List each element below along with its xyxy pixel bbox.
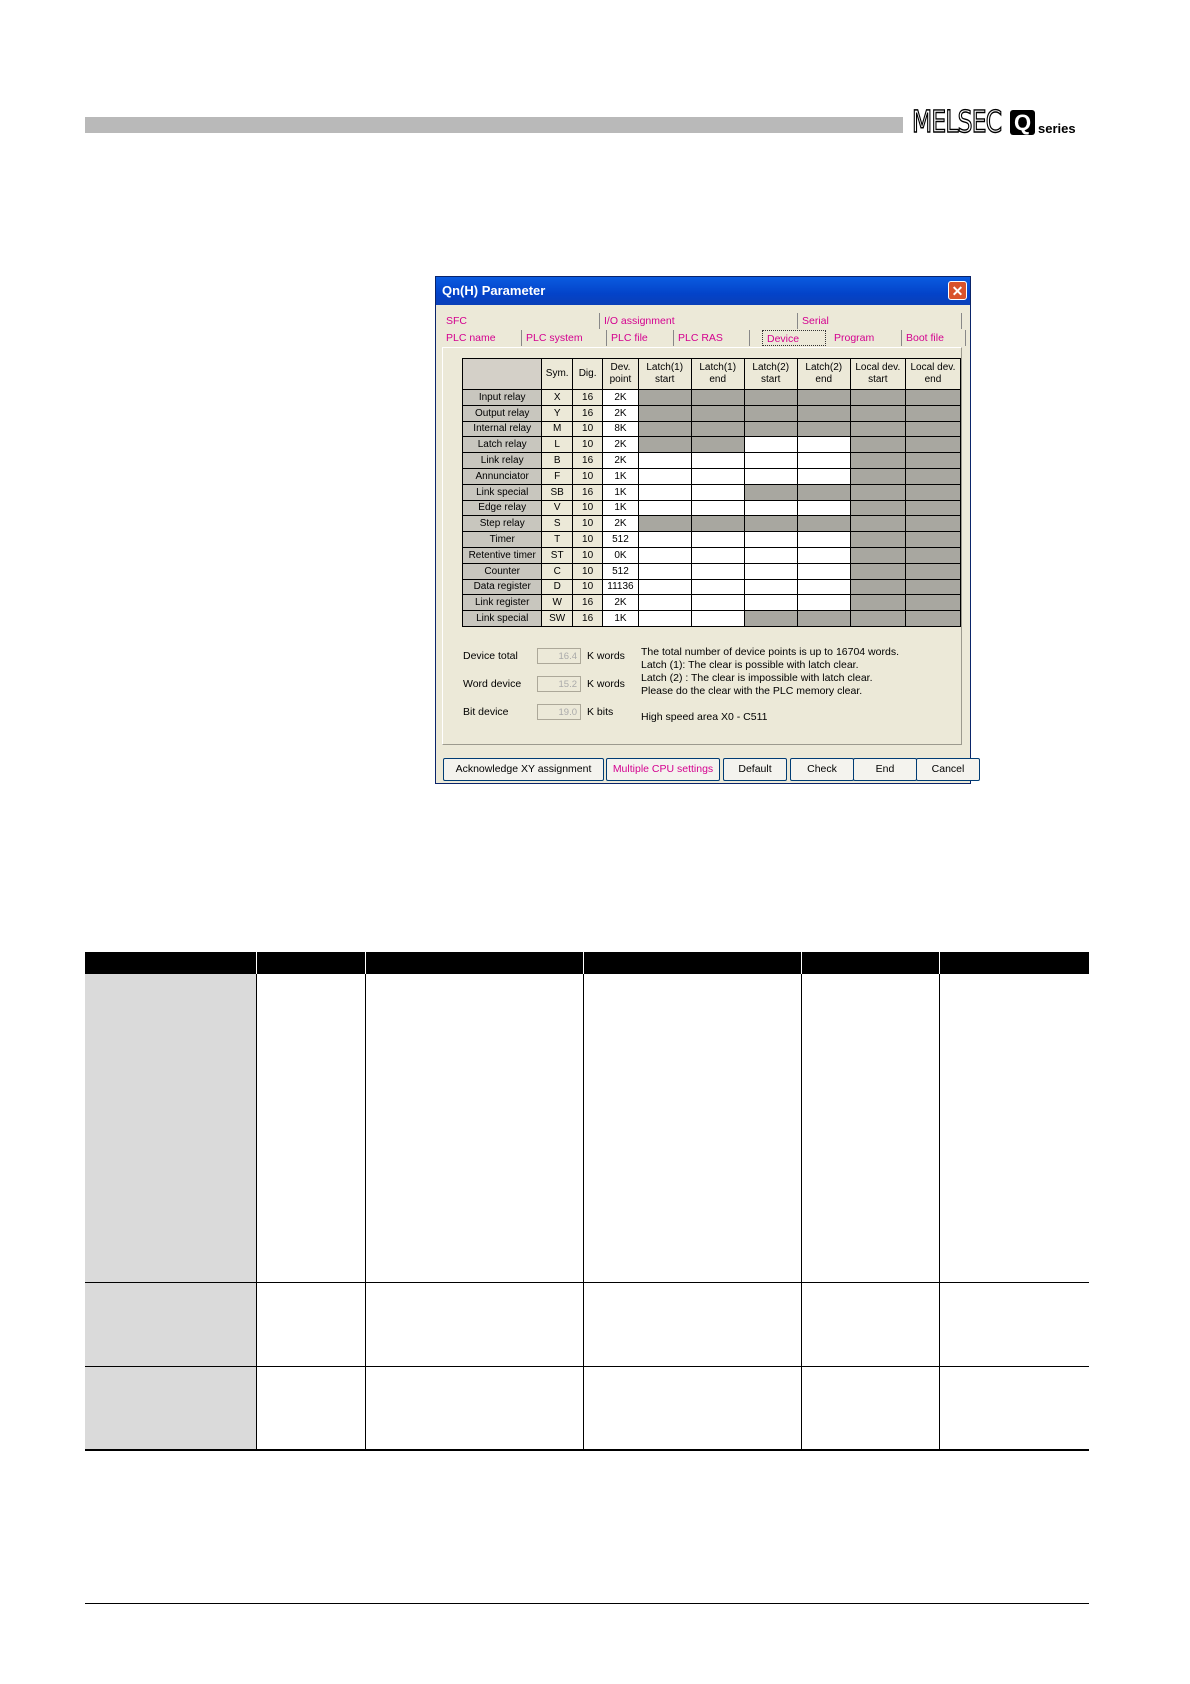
editable-cell[interactable] [744,547,797,563]
editable-cell[interactable] [691,484,744,500]
editable-cell[interactable] [691,579,744,595]
table-row [463,579,961,595]
disabled-cell [850,437,905,453]
disabled-cell [638,390,691,406]
device-name-cell: Output relay [463,405,542,421]
disabled-cell [850,421,905,437]
editable-cell[interactable] [744,500,797,516]
device-point-cell[interactable]: 2K [603,516,638,532]
disabled-cell [850,500,905,516]
device-name-cell: Latch relay [463,437,542,453]
table-row-1-header-cell [85,974,256,1282]
tab-plc-name[interactable]: PLC name [442,330,522,346]
column-header: Dig. [572,359,602,390]
device-name-cell: Edge relay [463,500,542,516]
table-row-3-header-cell [85,1367,256,1449]
symbol-cell: SB [542,484,573,500]
disabled-cell [691,516,744,532]
digit-cell: 10 [572,468,602,484]
disabled-cell [905,468,960,484]
disabled-cell [905,595,960,611]
editable-cell[interactable] [744,532,797,548]
digit-cell: 10 [572,437,602,453]
acknowledge-xy-assignment-button[interactable]: Acknowledge XY assignment [443,758,604,781]
symbol-cell: Y [542,405,573,421]
editable-cell[interactable] [797,532,850,548]
column-header: Latch(2) start [744,359,797,390]
disabled-cell [850,453,905,469]
editable-cell[interactable] [797,579,850,595]
header-bar [85,117,903,133]
table-header-bar [85,952,1089,974]
stat-unit: K bits [587,706,614,718]
stat-label: Word device [463,678,522,690]
device-point-cell[interactable]: 512 [603,563,638,579]
disabled-cell [850,390,905,406]
digit-cell: 16 [572,390,602,406]
cancel-button[interactable]: Cancel [916,758,980,781]
disabled-cell [638,437,691,453]
stat-value-field: 15.2 [537,676,581,692]
device-panel [442,347,962,745]
editable-cell[interactable] [744,453,797,469]
column-header: Dev. point [603,359,638,390]
symbol-cell: SW [542,611,573,627]
column-header: Latch(2) end [797,359,850,390]
editable-cell[interactable] [797,453,850,469]
digit-cell: 10 [572,500,602,516]
editable-cell[interactable] [638,595,691,611]
device-point-cell[interactable]: 1K [603,500,638,516]
table-row [463,563,961,579]
disabled-cell [905,532,960,548]
digit-cell: 16 [572,595,602,611]
device-name-cell: Internal relay [463,421,542,437]
disabled-cell [850,532,905,548]
device-name-cell: Input relay [463,390,542,406]
symbol-cell: F [542,468,573,484]
disabled-cell [744,484,797,500]
editable-cell[interactable] [638,611,691,627]
tab-i-o-assignment[interactable]: I/O assignment [600,313,798,329]
digit-cell: 10 [572,579,602,595]
device-point-cell[interactable]: 1K [603,484,638,500]
symbol-cell: V [542,500,573,516]
column-header: Sym. [542,359,573,390]
disabled-cell [744,390,797,406]
table-row [463,468,961,484]
table-corner-cell [463,359,542,390]
editable-cell[interactable] [797,500,850,516]
dialog-titlebar [436,277,970,305]
tab-plc-system[interactable]: PLC system [522,330,607,346]
tab-plc-file[interactable]: PLC file [607,330,674,346]
editable-cell[interactable] [797,595,850,611]
disabled-cell [905,579,960,595]
disabled-cell [797,484,850,500]
device-point-cell[interactable]: 11136 [603,579,638,595]
device-name-cell: Link special [463,611,542,627]
tab-device[interactable]: Device [762,330,826,346]
logo-series-text: series [1038,121,1076,136]
editable-cell[interactable] [744,595,797,611]
symbol-cell: ST [542,547,573,563]
disabled-cell [691,390,744,406]
table-row [463,516,961,532]
disabled-cell [905,500,960,516]
disabled-cell [850,547,905,563]
disabled-cell [850,516,905,532]
digit-cell: 16 [572,405,602,421]
disabled-cell [850,563,905,579]
tab-strip [442,313,962,347]
editable-cell[interactable] [744,563,797,579]
disabled-cell [905,516,960,532]
device-notes [641,646,899,724]
editable-cell[interactable] [797,547,850,563]
editable-cell[interactable] [691,532,744,548]
digit-cell: 10 [572,516,602,532]
device-point-cell[interactable]: 2K [603,595,638,611]
note-line: The total number of device points is up to 16704 words. [641,646,899,658]
disabled-cell [744,611,797,627]
tab-sfc[interactable]: SFC [442,313,600,329]
editable-cell[interactable] [638,579,691,595]
digit-cell: 16 [572,611,602,627]
digit-cell: 16 [572,484,602,500]
disabled-cell [797,611,850,627]
column-header: Latch(1) start [638,359,691,390]
disabled-cell [797,516,850,532]
table-row [463,500,961,516]
stat-unit: K words [587,650,625,662]
device-name-cell: Link register [463,595,542,611]
disabled-cell [691,421,744,437]
disabled-cell [744,516,797,532]
tab-row-2 [442,330,962,347]
column-header: Latch(1) end [691,359,744,390]
editable-cell[interactable] [691,500,744,516]
symbol-cell: C [542,563,573,579]
tab-row-1 [442,313,962,330]
editable-cell[interactable] [691,547,744,563]
dialog-title: Qn(H) Parameter [442,283,546,298]
disabled-cell [797,405,850,421]
table-row [463,390,961,406]
editable-cell[interactable] [638,532,691,548]
table-row [463,547,961,563]
disabled-cell [638,516,691,532]
symbol-cell: X [542,390,573,406]
editable-cell[interactable] [744,468,797,484]
device-point-cell[interactable]: 0K [603,547,638,563]
stat-unit: K words [587,678,625,690]
tab-boot-file[interactable]: Boot file [902,330,966,346]
editable-cell[interactable] [638,484,691,500]
digit-cell: 10 [572,532,602,548]
editable-cell[interactable] [638,547,691,563]
device-point-cell[interactable]: 1K [603,611,638,627]
disabled-cell [797,421,850,437]
symbol-cell: M [542,421,573,437]
table-row [463,484,961,500]
table-row [463,453,961,469]
stat-value-field: 19.0 [537,704,581,720]
disabled-cell [850,595,905,611]
footer-line [85,1603,1089,1604]
tab-serial[interactable]: Serial [798,313,962,329]
logo-q-badge: Q [1010,110,1035,135]
disabled-cell [905,547,960,563]
table-row [463,405,961,421]
high-speed-note: High speed area X0 - C511 [641,711,768,723]
disabled-cell [905,563,960,579]
table-row [463,611,961,627]
disabled-cell [850,484,905,500]
end-button[interactable]: End [853,758,917,781]
symbol-cell: B [542,453,573,469]
symbol-cell: T [542,532,573,548]
disabled-cell [850,611,905,627]
disabled-cell [638,405,691,421]
editable-cell[interactable] [638,453,691,469]
device-name-cell: Retentive timer [463,547,542,563]
table-row [463,421,961,437]
symbol-cell: W [542,595,573,611]
digit-cell: 16 [572,453,602,469]
disabled-cell [905,453,960,469]
disabled-cell [691,405,744,421]
disabled-cell [850,468,905,484]
editable-cell[interactable] [638,468,691,484]
multiple-cpu-settings-button[interactable]: Multiple CPU settings [606,758,720,781]
stat-value-field: 16.4 [537,648,581,664]
symbol-cell: L [542,437,573,453]
disabled-cell [905,437,960,453]
editable-cell[interactable] [691,453,744,469]
tab-program[interactable]: Program [830,330,902,346]
editable-cell[interactable] [691,468,744,484]
device-point-cell[interactable]: 1K [603,468,638,484]
column-header: Local dev. start [850,359,905,390]
check-button[interactable]: Check [790,758,854,781]
device-point-cell[interactable]: 2K [603,453,638,469]
disabled-cell [905,390,960,406]
device-name-cell: Data register [463,579,542,595]
editable-cell[interactable] [797,468,850,484]
disabled-cell [638,421,691,437]
tab-plc-ras[interactable]: PLC RAS [674,330,750,346]
disabled-cell [744,405,797,421]
logo-melsec-text: MELSEC [912,105,1002,140]
digit-cell: 10 [572,563,602,579]
disabled-cell [850,405,905,421]
editable-cell[interactable] [691,595,744,611]
digit-cell: 10 [572,547,602,563]
device-name-cell: Step relay [463,516,542,532]
table-row [463,595,961,611]
editable-cell[interactable] [691,563,744,579]
qn-parameter-dialog [435,276,971,784]
device-name-cell: Annunciator [463,468,542,484]
device-point-cell[interactable]: 2K [603,390,638,406]
disabled-cell [905,611,960,627]
device-point-cell[interactable]: 2K [603,405,638,421]
disabled-cell [744,421,797,437]
device-point-cell[interactable]: 8K [603,421,638,437]
symbol-cell: S [542,516,573,532]
default-button[interactable]: Default [723,758,787,781]
editable-cell[interactable] [638,563,691,579]
device-name-cell: Counter [463,563,542,579]
device-point-cell[interactable]: 2K [603,437,638,453]
table-row-2-header-cell [85,1283,256,1366]
disabled-cell [905,484,960,500]
disabled-cell [691,437,744,453]
device-name-cell: Link relay [463,453,542,469]
stat-label: Bit device [463,706,509,718]
close-icon[interactable]: ✕ [948,281,967,300]
digit-cell: 10 [572,421,602,437]
editable-cell[interactable] [744,437,797,453]
column-header: Local dev. end [905,359,960,390]
table-row [463,532,961,548]
disabled-cell [905,405,960,421]
table-row [463,437,961,453]
disabled-cell [850,579,905,595]
disabled-cell [905,421,960,437]
note-line: Latch (2) : The clear is impossible with latch clear. [641,672,873,684]
melsec-q-logo [912,104,1076,138]
symbol-cell: D [542,579,573,595]
disabled-cell [797,390,850,406]
editable-cell[interactable] [638,500,691,516]
device-name-cell: Timer [463,532,542,548]
note-line: Please do the clear with the PLC memory clear. [641,685,863,697]
device-table [462,358,961,627]
device-point-cell[interactable]: 512 [603,532,638,548]
stat-label: Device total [463,650,518,662]
editable-cell[interactable] [691,611,744,627]
device-name-cell: Link special [463,484,542,500]
editable-cell[interactable] [797,437,850,453]
editable-cell[interactable] [797,563,850,579]
note-line: Latch (1): The clear is possible with latch clear. [641,659,859,671]
editable-cell[interactable] [744,579,797,595]
